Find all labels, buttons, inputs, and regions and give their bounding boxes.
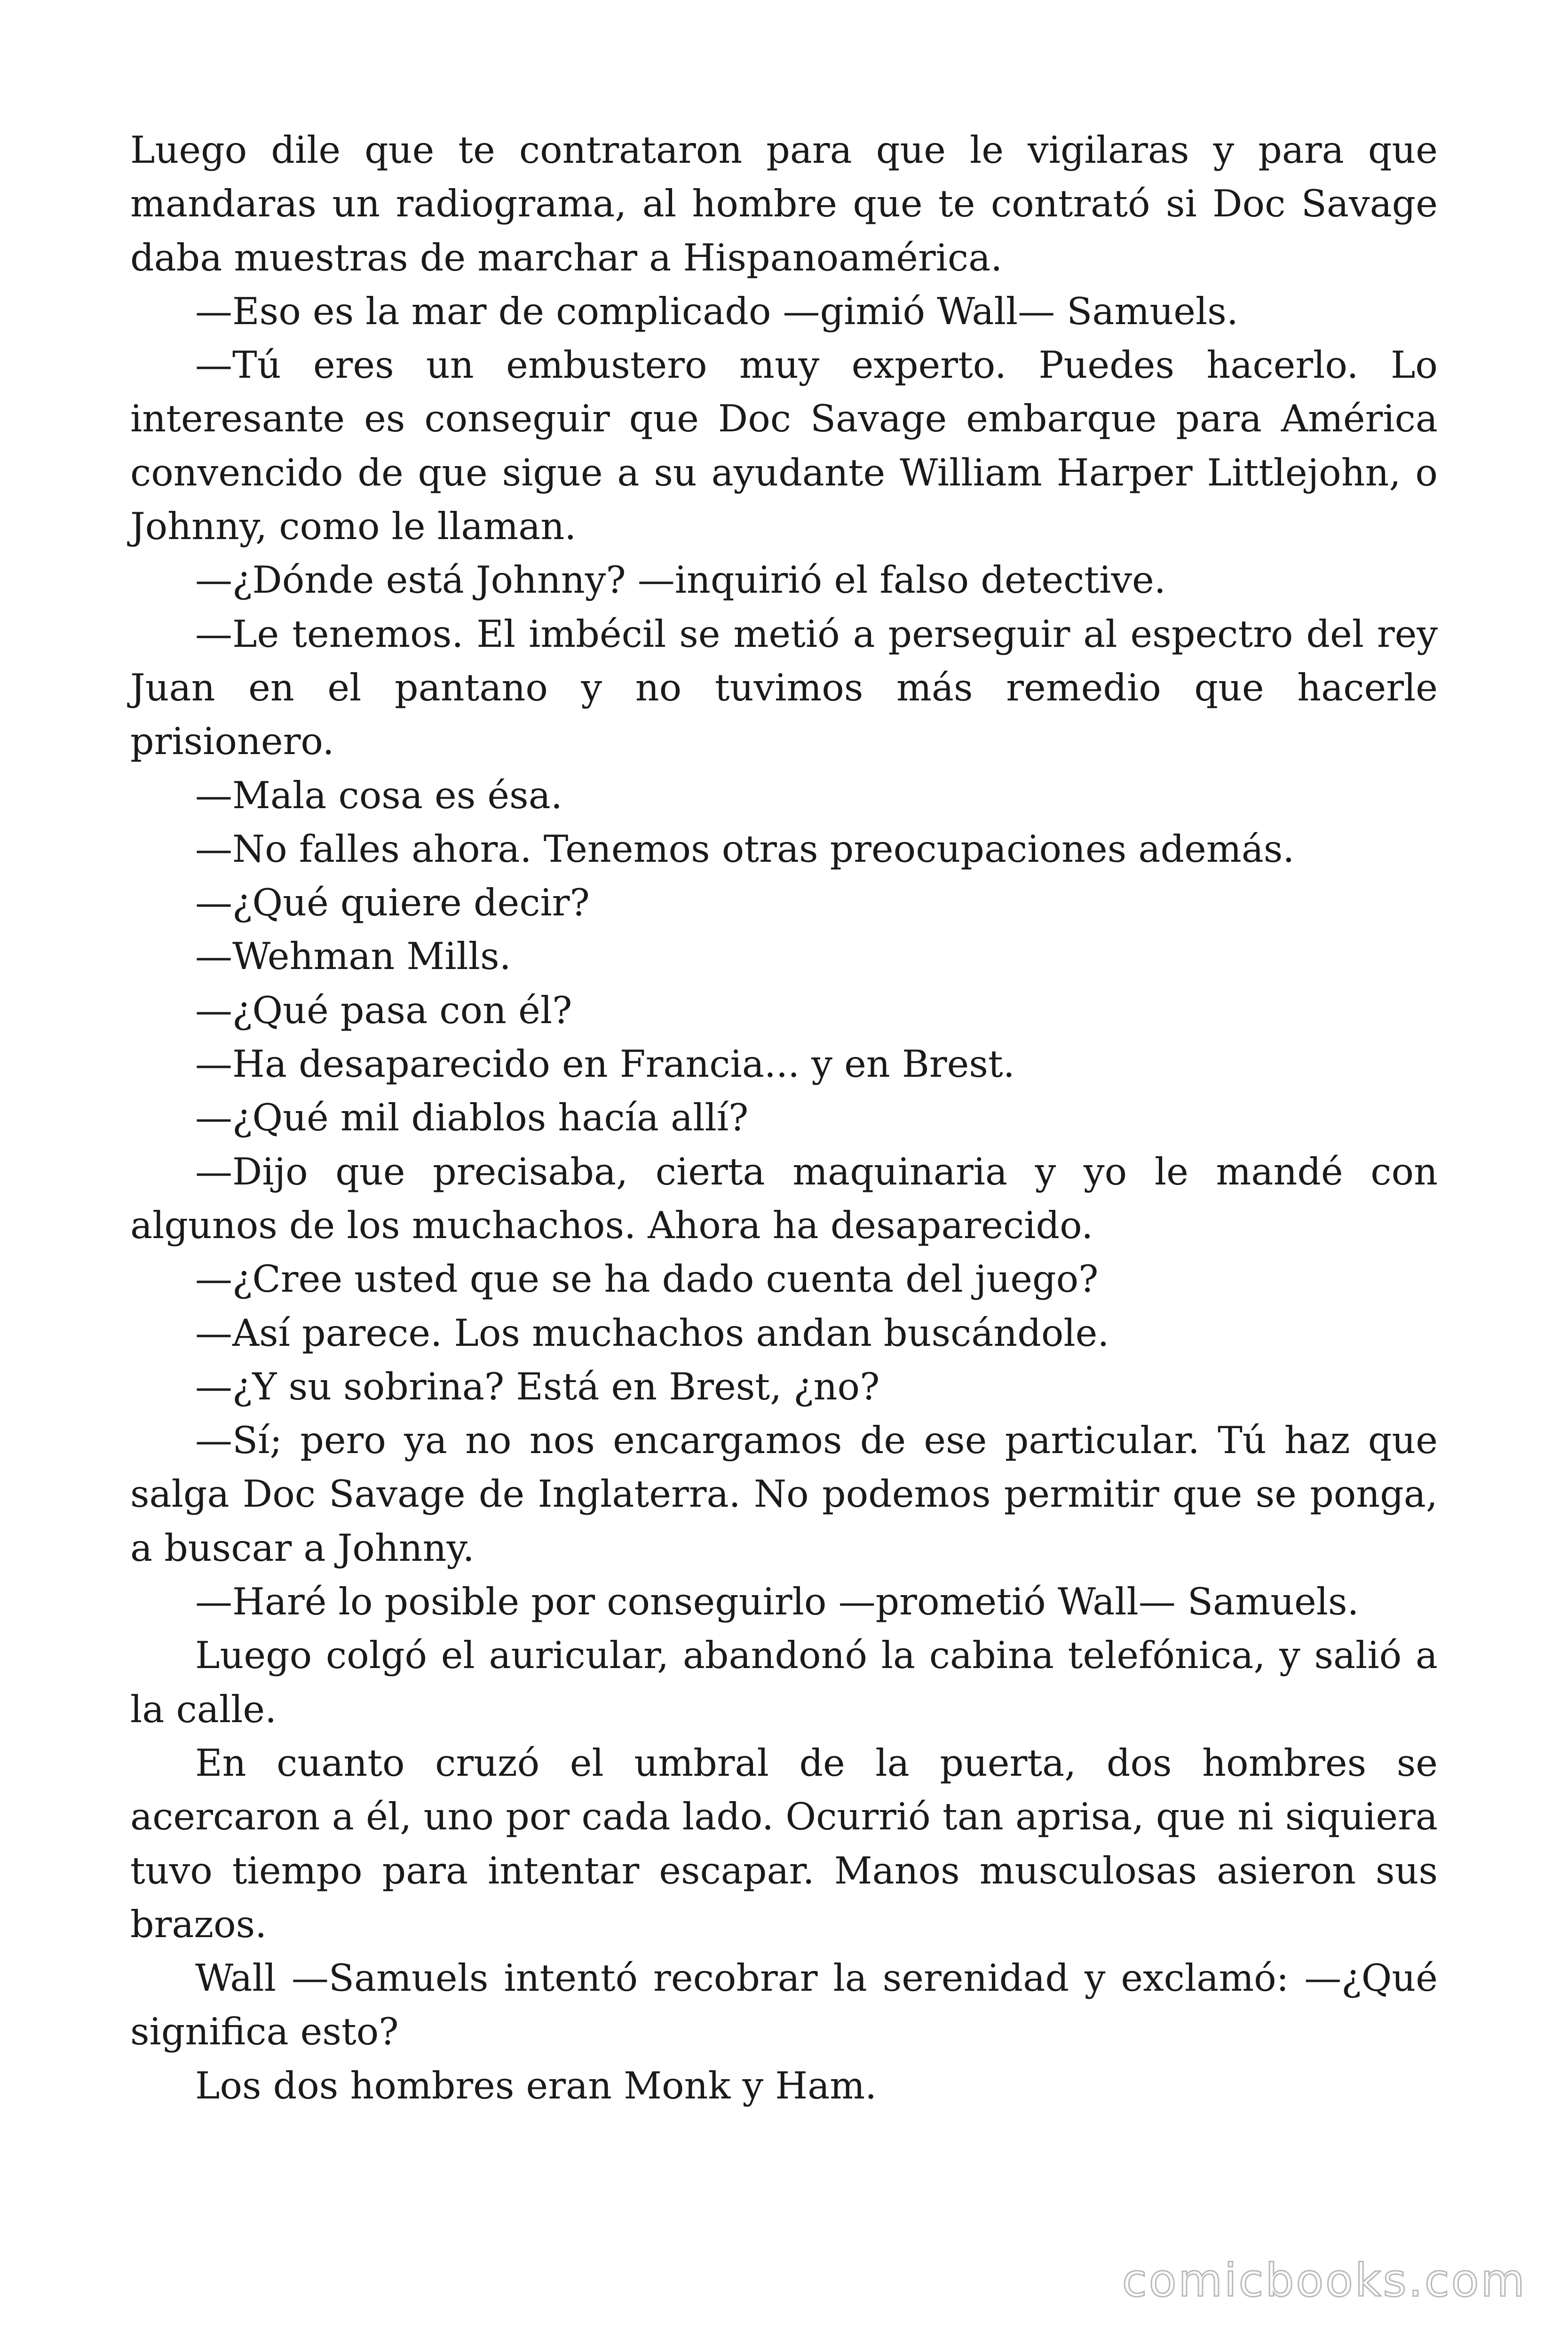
paragraph: Wall —Samuels intentó recobrar la serenidad y exclamó: —¿Qué significa esto?: [130, 1956, 1438, 2054]
paragraph: Los dos hombres eran Monk y Ham.: [195, 2064, 877, 2107]
paragraph: —Haré lo posible por conseguirlo —prometió Wall— Samuels.: [195, 1580, 1359, 1624]
paragraph: —¿Qué mil diablos hacía allí?: [195, 1096, 749, 1140]
paragraph: —Así parece. Los muchachos andan buscándole.: [195, 1311, 1109, 1355]
paragraph: En cuanto cruzó el umbral de la puerta, dos hombres se acercaron a él, uno por cada lado. Ocurrió tan aprisa, que ni siquiera tuvo tiempo para intentar escapar. Manos musculosas asieron sus brazos.: [130, 1741, 1438, 1946]
paragraph: —¿Y su sobrina? Está en Brest, ¿no?: [195, 1365, 880, 1408]
paragraph: —Ha desaparecido en Francia... y en Brest.: [195, 1042, 1015, 1086]
paragraph: —Sí; pero ya no nos encargamos de ese particular. Tú haz que salga Doc Savage de Inglaterra. No podemos permitir que se ponga, a buscar a Johnny.: [130, 1419, 1438, 1570]
paragraph: —Dijo que precisaba, cierta maquinaria y yo le mandé con algunos de los muchachos. Ahora ha desaparecido.: [130, 1150, 1438, 1247]
paragraph: —¿Qué quiere decir?: [195, 881, 590, 925]
paragraph: —¿Cree usted que se ha dado cuenta del juego?: [195, 1257, 1099, 1301]
book-page-text: [130, 123, 1438, 2113]
paragraph: —Eso es la mar de complicado —gimió Wall— Samuels.: [195, 289, 1238, 333]
paragraph: —Mala cosa es ésa.: [195, 773, 562, 817]
paragraph: —Le tenemos. El imbécil se metió a perseguir al espectro del rey Juan en el pantano y no tuvimos más remedio que hacerle prisionero.: [130, 612, 1438, 763]
paragraph: Luego dile que te contrataron para que le vigilaras y para que mandaras un radiograma, al hombre que te contrató si Doc Savage daba muestras de marchar a Hispanoamérica.: [130, 128, 1438, 279]
watermark: comicbooks.com: [1122, 2254, 1527, 2307]
paragraph: —¿Dónde está Johnny? —inquirió el falso detective.: [195, 558, 1166, 602]
paragraph: —Tú eres un embustero muy experto. Puedes hacerlo. Lo interesante es conseguir que Doc Savage embarque para América convencido de que sigue a su ayudante William Harper Littlejohn, o Johnny, como le llaman.: [130, 343, 1438, 548]
paragraph: Luego colgó el auricular, abandonó la cabina telefónica, y salió a la calle.: [130, 1634, 1438, 1731]
paragraph: —¿Qué pasa con él?: [195, 988, 572, 1032]
paragraph: —Wehman Mills.: [195, 935, 511, 978]
paragraph: —No falles ahora. Tenemos otras preocupaciones además.: [195, 827, 1295, 871]
